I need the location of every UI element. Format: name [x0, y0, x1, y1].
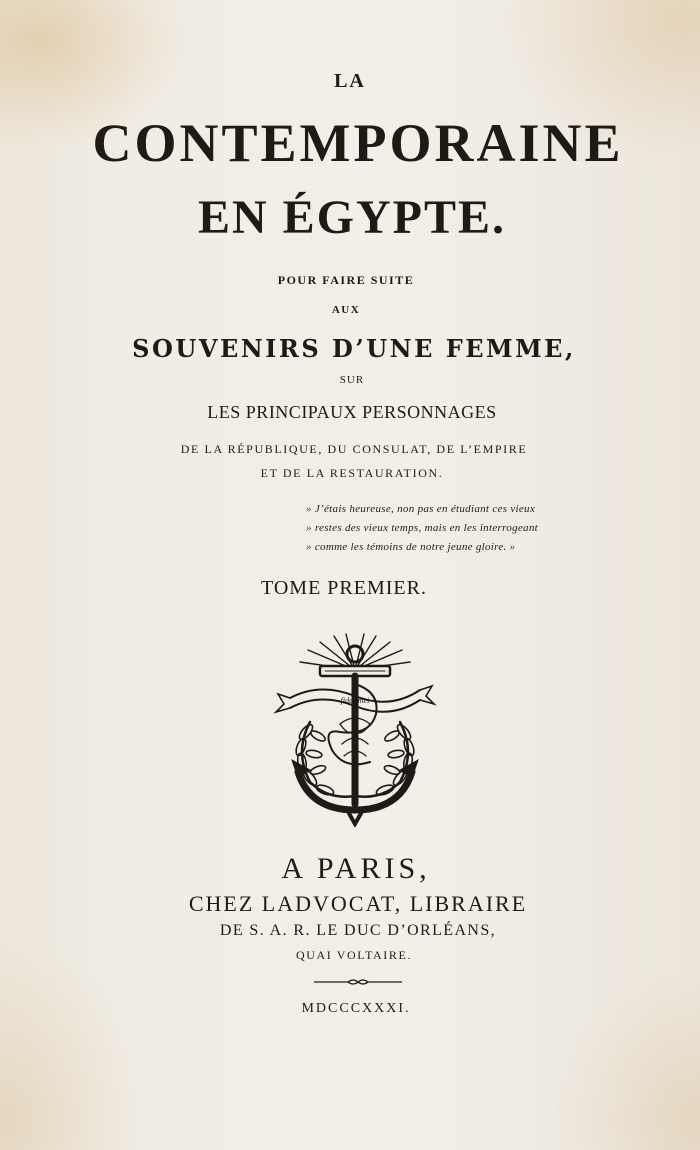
restauration-line: ET DE LA RESTAURATION.: [260, 466, 444, 480]
anchor-wreath-emblem-icon: [270, 632, 440, 827]
imprint-patron: DE S. A. R. LE DUC D’ORLÉANS,: [219, 922, 497, 939]
imprint-address: QUAI VOLTAIRE.: [295, 948, 413, 962]
pour-faire-suite: POUR FAIRE SUITE: [277, 273, 415, 287]
epigraph-line: » J’étais heureuse, non pas en étudiant ces vieux: [306, 503, 536, 515]
title-article: LA: [334, 70, 366, 92]
imprint-publisher: CHEZ LADVOCAT, LIBRAIRE: [188, 891, 528, 916]
title-subtitle: EN ÉGYPTE.: [197, 191, 507, 244]
tome-label: TOME PREMIER.: [261, 577, 427, 599]
souvenirs-title: SOUVENIRS D’UNE FEMME,: [132, 334, 576, 363]
emblem-motto: fides mei: [340, 696, 370, 705]
epigraph: [306, 500, 612, 557]
sur-word: SUR: [339, 374, 365, 386]
aux-word: AUX: [331, 304, 361, 316]
principaux-line: LES PRINCIPAUX PERSONNAGES: [207, 402, 497, 422]
epigraph-line: » comme les témoins de notre jeune gloire. »: [306, 541, 516, 553]
epigraph-line: » restes des vieux temps, mais en les interrogeant: [306, 522, 539, 534]
imprint-city: A PARIS,: [281, 852, 431, 885]
republique-line: DE LA RÉPUBLIQUE, DU CONSULAT, DE L’EMPIRE: [180, 442, 528, 456]
title-main: CONTEMPORAINE: [92, 113, 624, 173]
ornamental-rule: [312, 978, 404, 986]
publication-year: MDCCCXXXI.: [301, 1001, 411, 1016]
